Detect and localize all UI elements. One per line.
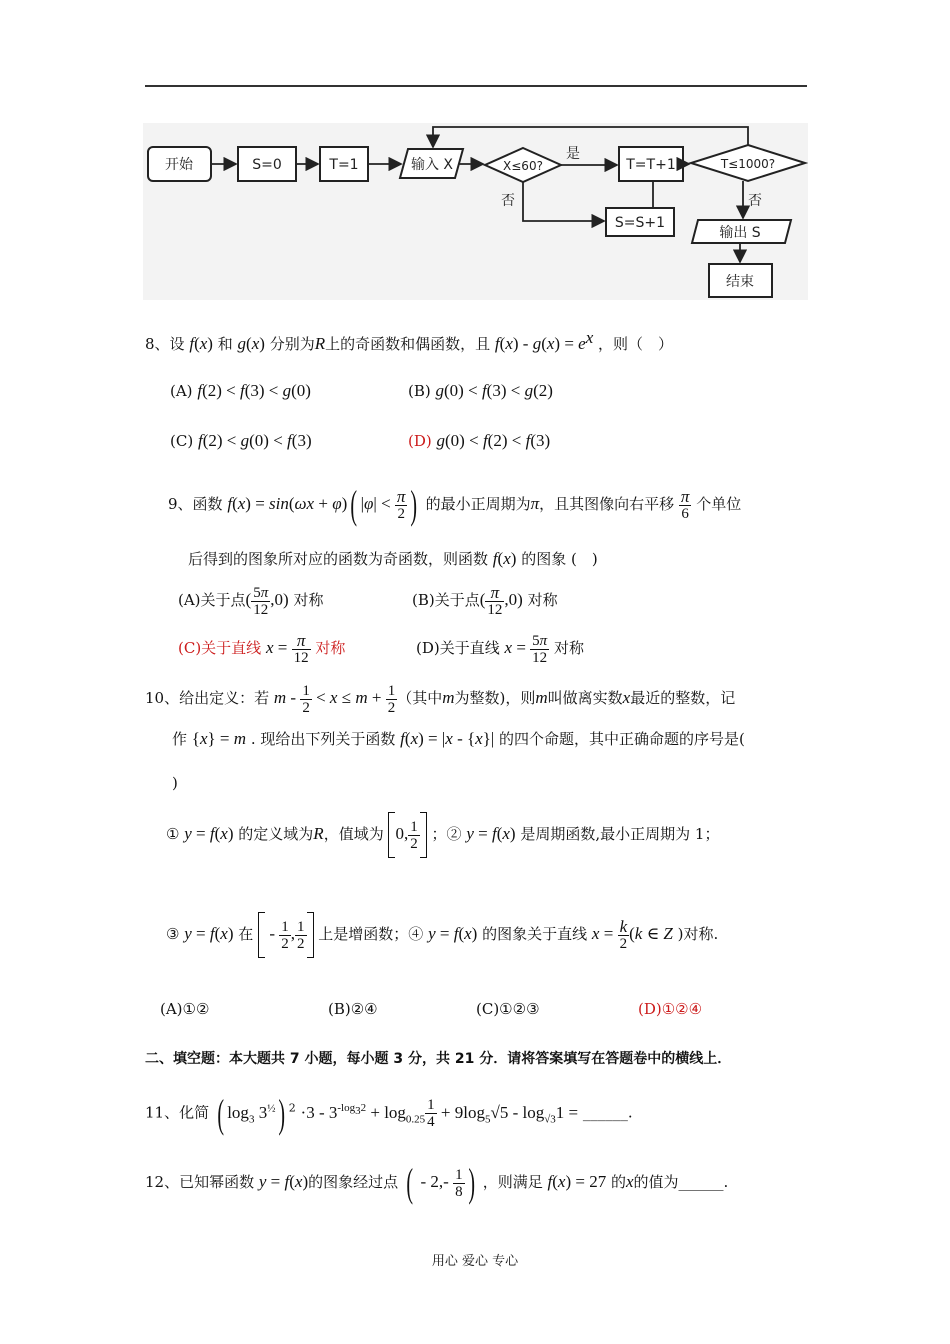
tplus-label: T=T+1	[626, 157, 676, 173]
q8-stem: 8、设 f(x) 和 g(x) 分别为R上的奇函数和偶函数，且 $f(x) - g(x) = e^x$ ，则（ ）	[145, 328, 674, 353]
q12-stem: 12、已知幂函数 y = f(x)的图象经过点 ( - 2,- $\frac{1}{8}$ ) ，则满足 f(x) = 27 的x的值为______.	[145, 1160, 729, 1205]
q10-option-d: (D)①②④	[638, 1000, 703, 1018]
q10-option-a: (A)①②	[160, 1000, 210, 1018]
q10-option-b: (B)②④	[328, 1000, 378, 1018]
q10-stem: 10、给出定义：若 m - $\frac{1}{2}$ < x ≤ m + $\frac{1}{2}$ （其中m为整数)，则m叫做离实数x最近的整数，记	[145, 682, 736, 716]
no1-label: 否	[501, 193, 515, 209]
q10-option-c: (C)①②③	[476, 1000, 540, 1018]
q11-stem: 11、化简 ( $\log_3 3^{\frac{1}{2}}$) $^2 \cdot 3 - 3^{-log_32} + \log_{0.25}$ $\frac{1}{4}$ + $9\log_5√5 - \log_{√3}1$ = ______.	[145, 1090, 633, 1136]
q9-option-c: (C)关于直线 x = $\frac{\pi}{12}$ 对称	[178, 630, 346, 666]
end-label: 结束	[726, 274, 754, 290]
q9-option-a: (A)关于点( $\frac{5\pi}{12}$ ,0) 对称	[178, 584, 324, 618]
t1-label: T=1	[329, 157, 359, 173]
no2-label: 否	[748, 193, 762, 209]
q8-option-d: (D) g(0) < f(2) < f(3)	[408, 431, 551, 450]
start-label: 开始	[165, 157, 193, 173]
cond2-label: T≤1000?	[720, 157, 776, 171]
q10-propositions-1-2: ① y = f(x) 的定义域为R，值域为 0, $\frac{1}{2}$ ；② y = f(x) 是周期函数,最小正周期为 1；	[166, 810, 719, 858]
q8-option-c: (C) f(2) < g(0) < f(3)	[170, 431, 312, 450]
input-label: 输入 X	[410, 157, 454, 173]
splus-label: S=S+1	[614, 215, 666, 231]
page-footer: 用心 爱心 专心	[431, 1254, 519, 1269]
q9-option-d: (D)关于直线 x = $\frac{5\pi}{12}$ 对称	[416, 632, 584, 666]
s0-label: S=0	[252, 157, 282, 173]
section2-heading: 二、填空题：本大题共 7 小题，每小题 3 分，共 21 分．请将答案填写在答题卷中的横线上．	[145, 1051, 732, 1067]
q10-propositions-3-4: ③ y = f(x) 在 - $\frac{1}{2}$ , $\frac{1}{2}$ 上是增函数；④ y = f(x) 的图象关于直线 x = $\frac{k}{2}$ (k ∈ Z )对称.	[166, 910, 718, 958]
flowchart	[143, 123, 808, 300]
q10-line3: )	[172, 774, 178, 792]
q9-option-b: (B)关于点( $\frac{\pi}{12}$ ,0) 对称	[412, 582, 558, 618]
flowchart-svg	[143, 123, 808, 300]
q10-line2: 作 {x} = m . 现给出下列关于函数 f(x) = |x - {x}| 的四个命题，其中正确命题的序号是(	[172, 729, 745, 748]
header-rule	[145, 85, 807, 87]
yes-label: 是	[566, 146, 580, 162]
q8-option-b: (B) g(0) < f(3) < g(2)	[408, 381, 553, 400]
q8-option-a: (A) f(2) < f(3) < g(0)	[170, 381, 311, 400]
cond1-label: X≤60?	[503, 159, 543, 173]
q9-line2: 后得到的图象所对应的函数为奇函数，则函数 f(x) 的图象 ( )	[188, 549, 598, 568]
q9-stem: 9、函数 f(x) = sin(ωx + φ)( |φ| < $\frac{\pi}{2}$ ) 的最小正周期为π，且其图像向右平移 $\frac{\pi}{6}$ 个单位	[168, 482, 742, 527]
output-label: 输出 S	[719, 225, 761, 241]
